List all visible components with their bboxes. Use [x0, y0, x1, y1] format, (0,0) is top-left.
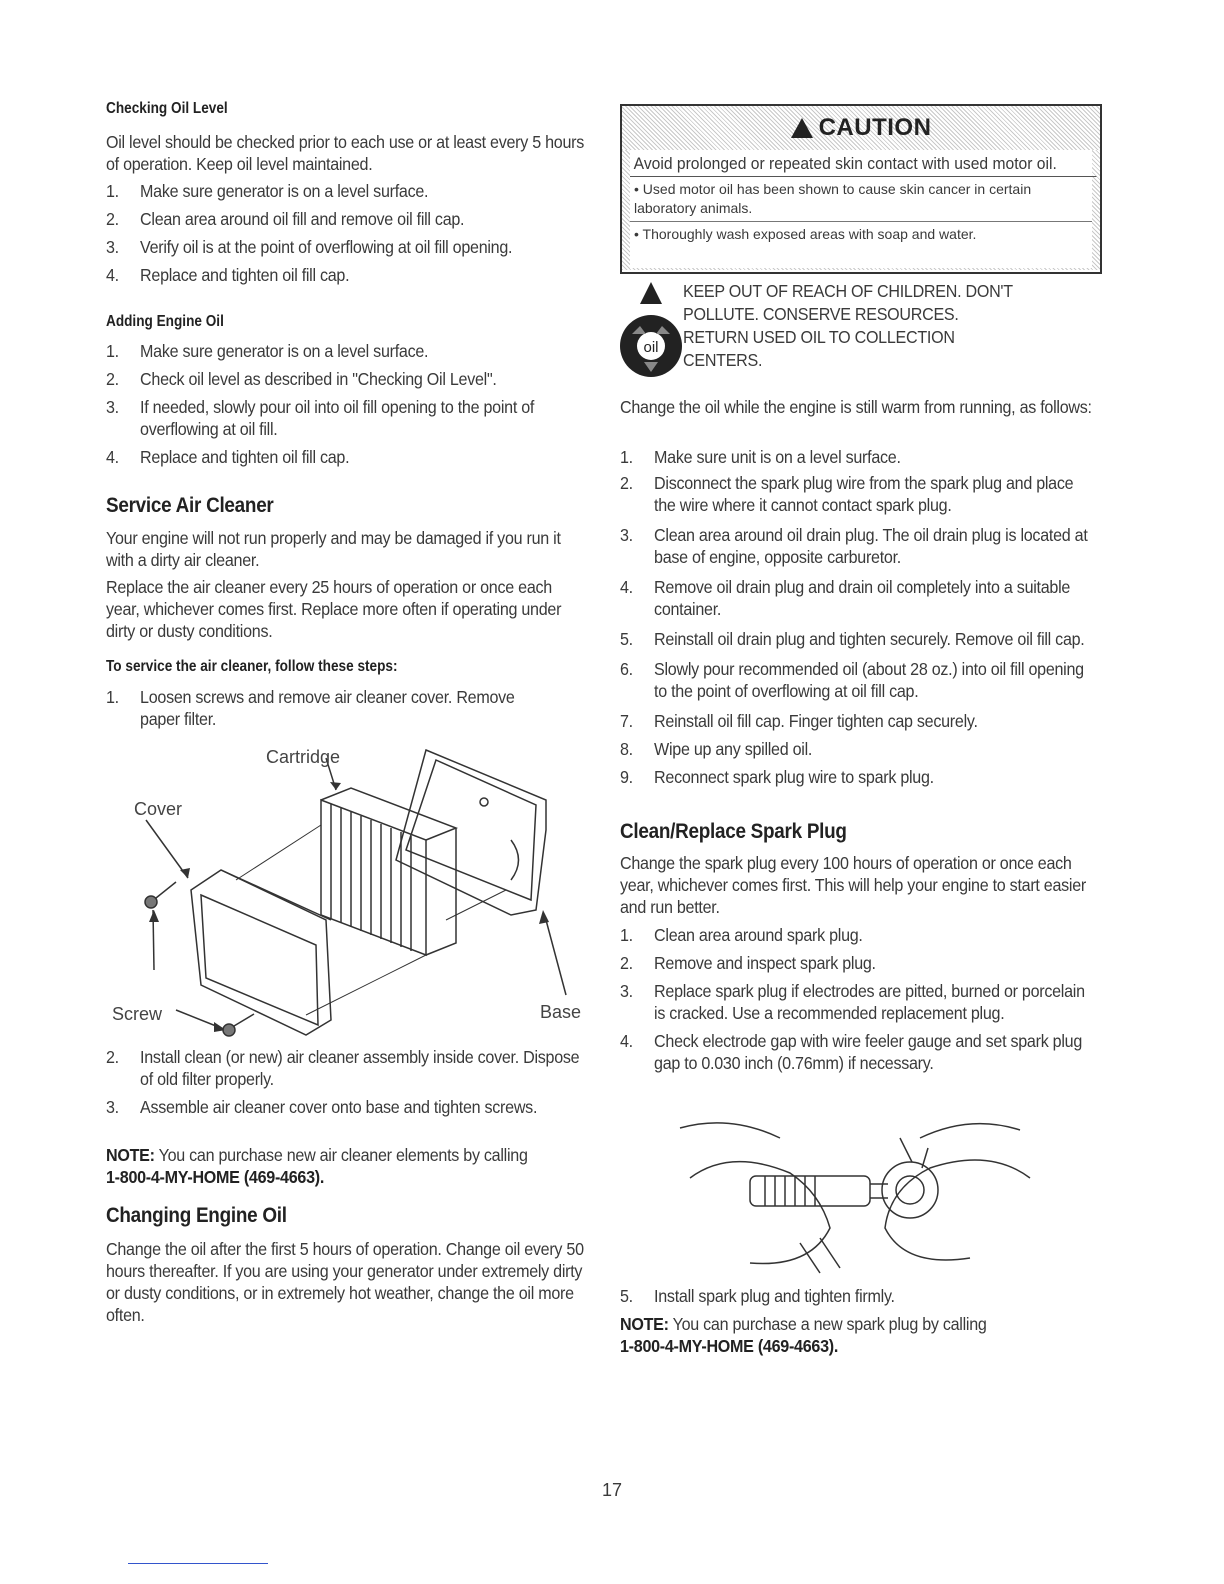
- list-item: 2. Disconnect the spark plug wire from the spark plug and place the wire where it cannot contact spark plug.: [620, 473, 1074, 515]
- list-item: 2. Remove and inspect spark plug.: [620, 953, 876, 973]
- checking-oil-intro: Oil level should be checked prior to each use or at least every 5 hours of operation. Keep oil level maintained.: [106, 132, 584, 174]
- caution-main-text: Avoid prolonged or repeated skin contact with used motor oil.: [630, 150, 1096, 177]
- changing-engine-oil-heading: Changing Engine Oil: [106, 1204, 287, 1227]
- air-cleaner-paragraph-1: Your engine will not run properly and may be damaged if you run it with a dirty air cleaner.: [106, 528, 561, 570]
- air-cleaner-paragraph-2: Replace the air cleaner every 25 hours of operation or once each year, whichever comes first. Replace more often if operating under dirty or dusty conditions.: [106, 577, 562, 641]
- cover: [191, 870, 331, 1035]
- change-oil-intro: Change the oil while the engine is still warm from running, as follows:: [620, 397, 1092, 417]
- checking-oil-steps: [106, 180, 592, 286]
- list-item: 2. Install clean (or new) air cleaner assembly inside cover. Dispose of old filter properly.: [106, 1047, 580, 1089]
- svg-text:oil: oil: [643, 339, 659, 356]
- base-plate: [396, 750, 546, 915]
- caution-header: [622, 106, 1100, 150]
- list-item: 4. Replace and tighten oil fill cap.: [106, 447, 350, 467]
- warning-triangle-icon: [791, 118, 813, 138]
- cartridge-filter: [321, 788, 456, 955]
- list-item: 1. Clean area around spark plug.: [620, 925, 863, 945]
- right-hand: [885, 1160, 1030, 1260]
- screw-head-1: [145, 896, 157, 908]
- page-number: 17: [601, 1480, 623, 1500]
- screw-head-2: [223, 1024, 235, 1036]
- adding-oil-heading: Adding Engine Oil: [106, 313, 224, 330]
- list-item: 5. Reinstall oil drain plug and tighten securely. Remove oil fill cap.: [620, 629, 1085, 649]
- left-hand: [690, 1162, 830, 1264]
- list-item: 4. Remove oil drain plug and drain oil completely into a suitable container.: [620, 577, 1071, 619]
- list-item: 2. Clean area around oil fill and remove oil fill cap.: [106, 209, 465, 229]
- air-cleaner-diagram: [106, 730, 592, 1042]
- list-item: 3. Verify oil is at the point of overflowing at oil fill opening.: [106, 237, 513, 257]
- list-item: 3. Assemble air cleaner cover onto base and tighten screws.: [106, 1097, 538, 1117]
- cover-label: Cover: [134, 799, 183, 819]
- phone-number: 1-800-4-MY-HOME (469-4663).: [620, 1336, 839, 1356]
- air-cleaner-steps-continued: [106, 1046, 592, 1118]
- checking-oil-heading: Checking Oil Level: [106, 100, 228, 117]
- adding-oil-steps: [106, 340, 592, 468]
- service-air-cleaner-heading: Service Air Cleaner: [106, 494, 274, 517]
- list-item: 6. Slowly pour recommended oil (about 28 oz.) into oil fill opening to the point of overflowing at oil fill cap.: [620, 659, 1084, 701]
- caution-box: [620, 104, 1102, 274]
- changing-oil-paragraph: Change the oil after the first 5 hours of operation. Change oil every 50 hours thereafter. If you are using your generator under extremely dirty or dusty conditions, or in extremely hot weather, change the oil more often.: [106, 1239, 584, 1325]
- oil-recycle-icon: [618, 282, 684, 388]
- spark-plug-gap-illustration: [670, 1118, 1050, 1283]
- list-item: 1. Loosen screws and remove air cleaner cover. Remove paper filter.: [106, 687, 515, 729]
- list-item: 5. Install spark plug and tighten firmly.: [620, 1286, 895, 1306]
- list-item: 1. Make sure generator is on a level surface.: [106, 341, 429, 361]
- spark-plug-note: NOTE: You can purchase a new spark plug by calling 1-800-4-MY-HOME (469-4663).: [620, 1314, 987, 1356]
- list-item: 1. Make sure unit is on a level surface.: [620, 447, 901, 467]
- caution-title: CAUTION: [818, 114, 932, 141]
- footer-divider: [128, 1563, 268, 1564]
- air-cleaner-note: NOTE: You can purchase new air cleaner elements by calling 1-800-4-MY-HOME (469-4663).: [106, 1145, 528, 1187]
- list-item: 8. Wipe up any spilled oil.: [620, 739, 813, 759]
- feeler-gauge: [882, 1162, 938, 1218]
- list-item: 3. If needed, slowly pour oil into oil fill opening to the point of overflowing at oil fill.: [106, 397, 535, 439]
- caution-item: • Used motor oil has been shown to cause skin cancer in certain laboratory animals.: [630, 177, 1092, 222]
- list-item: 1. Make sure generator is on a level surface.: [106, 181, 429, 201]
- air-cleaner-steps-heading: To service the air cleaner, follow these steps:: [106, 658, 398, 675]
- list-item: 4. Check electrode gap with wire feeler gauge and set spark plug gap to 0.030 inch (0.76mm) if necessary.: [620, 1031, 1083, 1073]
- cartridge-label: Cartridge: [266, 747, 341, 767]
- spark-plug-steps: [620, 924, 1102, 1074]
- list-item: 3. Clean area around oil drain plug. The oil drain plug is located at base of engine, opposite carburetor.: [620, 525, 1088, 567]
- list-item: 4. Replace and tighten oil fill cap.: [106, 265, 350, 285]
- recycle-notice: KEEP OUT OF REACH OF CHILDREN. DON'T POLLUTE. CONSERVE RESOURCES. RETURN USED OIL TO COLLECTION CENTERS.: [683, 281, 1013, 370]
- list-item: 3. Replace spark plug if electrodes are pitted, burned or porcelain is cracked. Use a recommended replacement plug.: [620, 981, 1085, 1023]
- screw-label: Screw: [112, 1004, 163, 1024]
- spark-plug-heading: Clean/Replace Spark Plug: [620, 820, 847, 843]
- caution-item: • Thoroughly wash exposed areas with soap and water.: [634, 226, 977, 242]
- change-oil-steps: [620, 446, 1102, 788]
- list-item: 2. Check oil level as described in "Checking Oil Level".: [106, 369, 497, 389]
- list-item: 9. Reconnect spark plug wire to spark plug.: [620, 767, 934, 787]
- base-label: Base: [540, 1002, 582, 1022]
- list-item: 7. Reinstall oil fill cap. Finger tighten cap securely.: [620, 711, 978, 731]
- phone-number: 1-800-4-MY-HOME (469-4663).: [106, 1167, 325, 1187]
- spark-plug-paragraph: Change the spark plug every 100 hours of operation or once each year, whichever comes first. This will help your engine to start easier and run better.: [620, 853, 1087, 917]
